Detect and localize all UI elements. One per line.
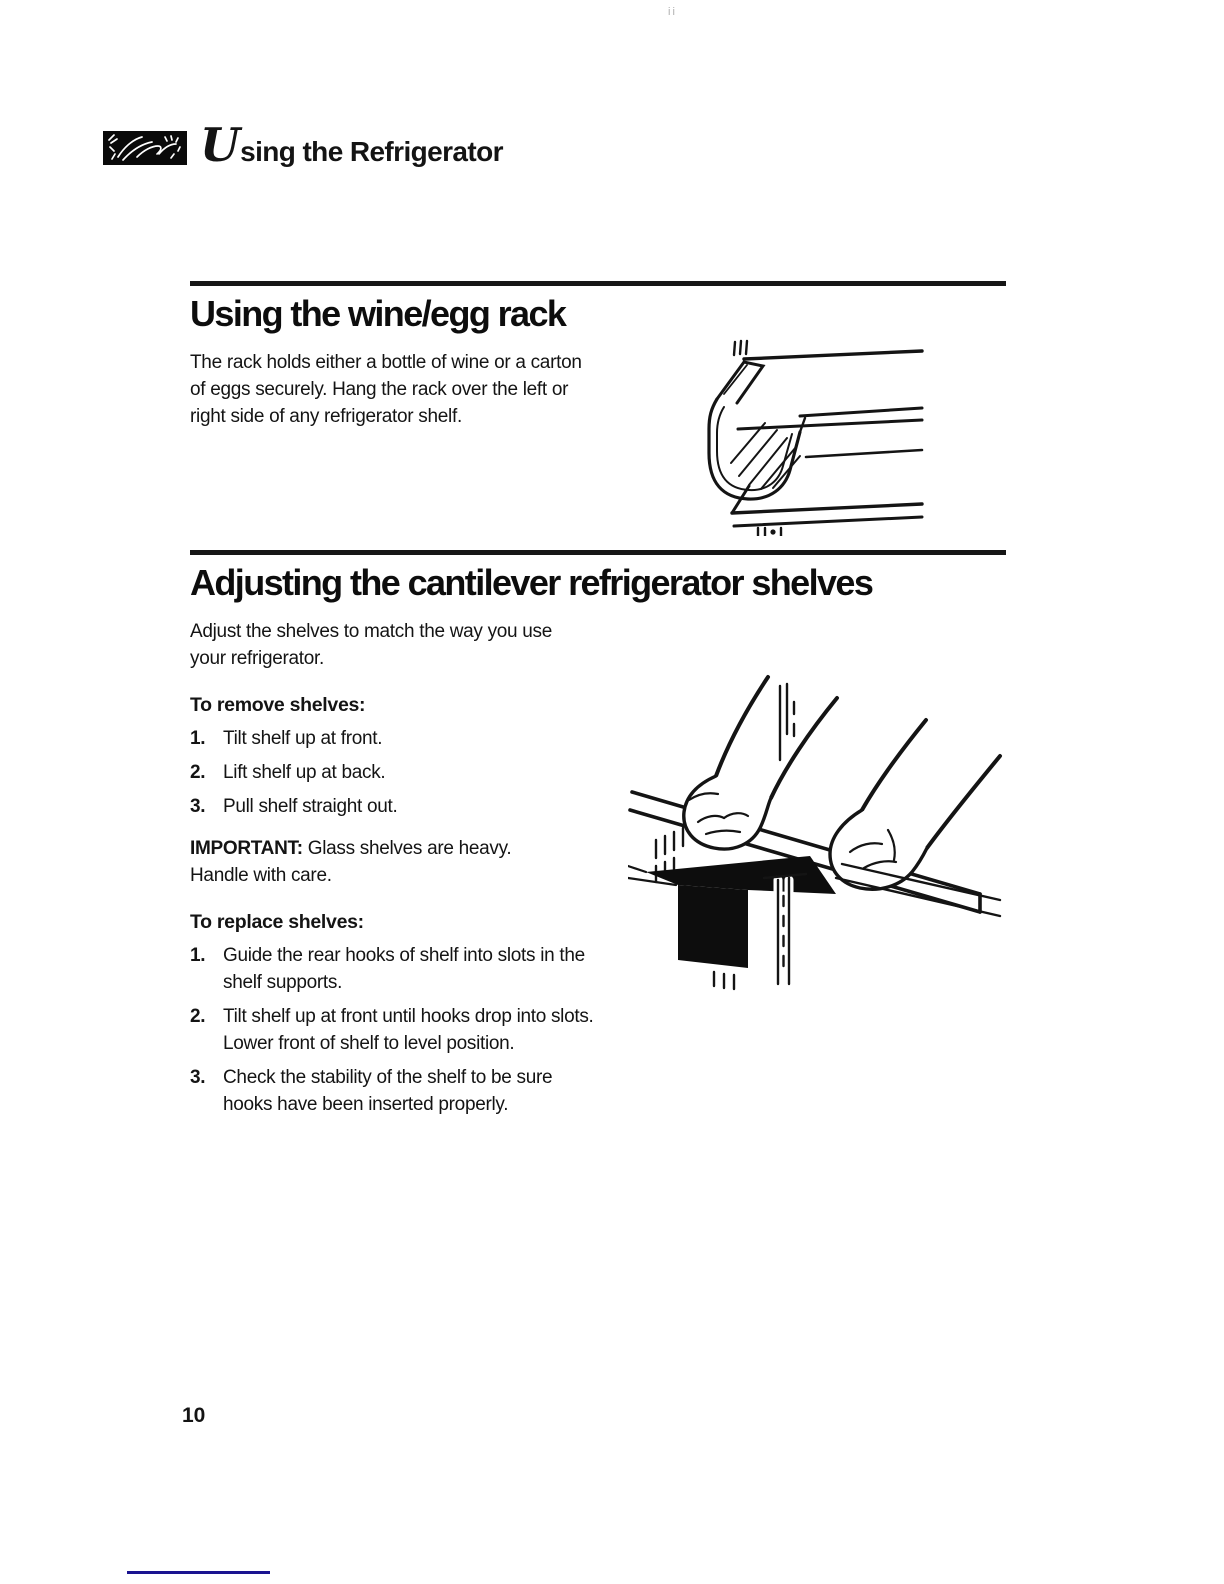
replace-shelves-heading: To replace shelves: [190,911,364,933]
step-text: Pull shelf straight out. [223,796,398,817]
important-note [190,835,572,889]
remove-shelves-steps [190,725,598,820]
section-title-cantilever-shelves: Adjusting the cantilever refrigerator shelves [190,562,873,603]
step-item [190,1003,598,1057]
important-text: Glass shelves are heavy. Handle with care. [190,838,512,886]
remove-shelves-heading: To remove shelves: [190,694,366,716]
step-item [190,793,598,820]
direction-arrow [646,856,836,968]
shelves-intro-paragraph: Adjust the shelves to match the way you use your refrigerator. [190,621,553,669]
step-text: Tilt shelf up at front. [223,728,383,749]
brush-art-logo-icon [103,131,187,165]
important-label: IMPORTANT: [190,838,303,859]
section-rule [190,550,1006,555]
page-title-initial: U [200,118,241,172]
step-number: 3. [190,1067,206,1088]
page-title [200,118,503,172]
page-number: 10 [182,1404,206,1427]
step-text: Tilt shelf up at front until hooks drop into slots. Lower front of shelf to level position. [223,1006,594,1054]
wine-egg-rack-illustration [688,336,1010,536]
step-item [190,1064,598,1118]
step-text: Lift shelf up at back. [223,762,386,783]
replace-shelves-steps [190,942,598,1118]
section-rule [190,281,1006,286]
step-text: Check the stability of the shelf to be sure hooks have been inserted properly. [223,1067,553,1115]
page-title-rest: sing the Refrigerator [240,136,503,167]
step-number: 1. [190,945,206,966]
page-header [103,118,503,172]
footer-accent-line [127,1571,270,1574]
wine-rack-paragraph: The rack holds either a bottle of wine or a carton of eggs securely. Hang the rack over the left or right side of any refrigerator shelf. [190,352,582,427]
step-number: 2. [190,762,206,783]
step-item [190,759,598,786]
step-number: 2. [190,1006,206,1027]
section-title-wine-egg-rack: Using the wine/egg rack [190,293,566,334]
scan-artifact: ii [668,6,677,18]
step-text: Guide the rear hooks of shelf into slots in the shelf supports. [223,945,585,993]
step-item [190,942,598,996]
step-item [190,725,598,752]
step-number: 3. [190,796,206,817]
hands-replacing-shelf-illustration [628,672,1010,994]
step-number: 1. [190,728,206,749]
